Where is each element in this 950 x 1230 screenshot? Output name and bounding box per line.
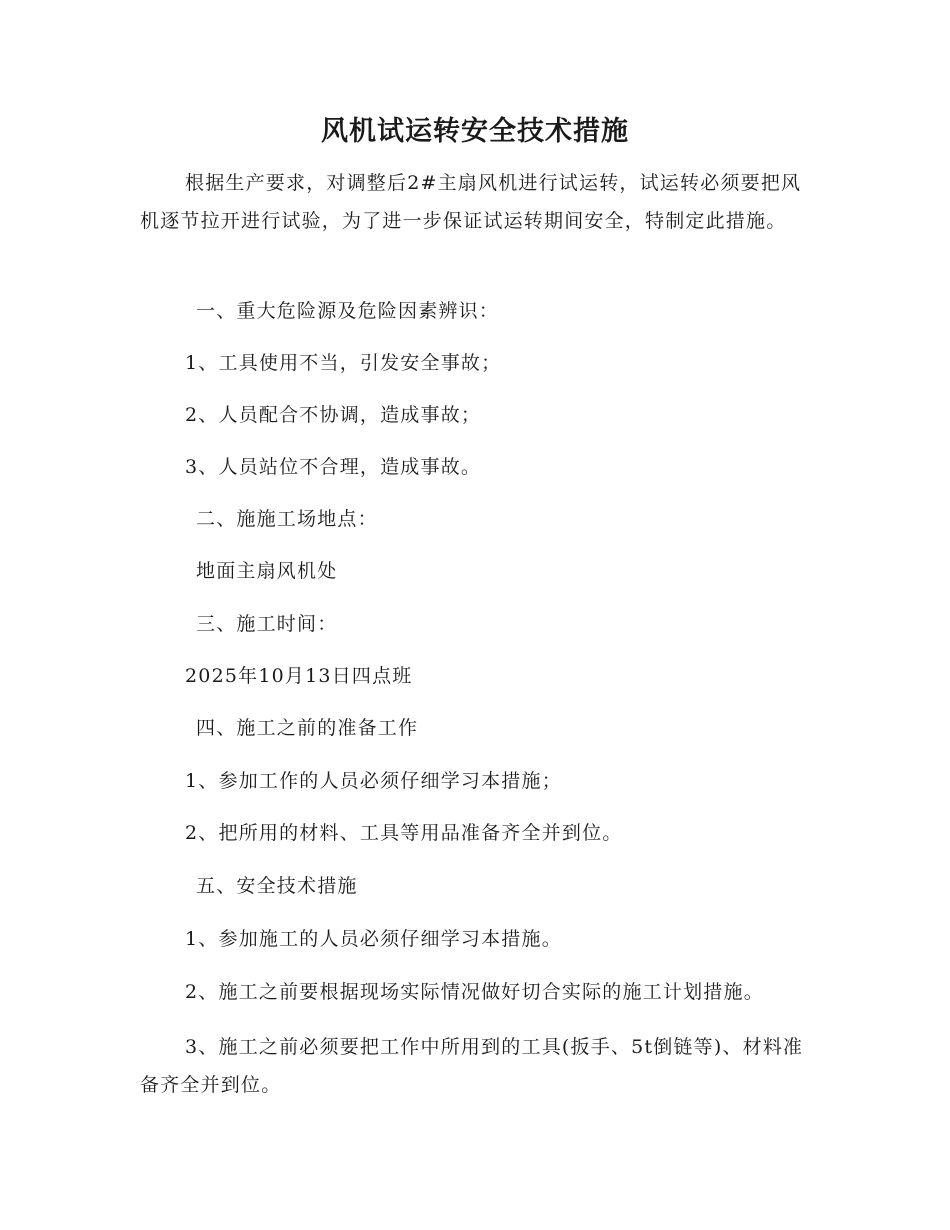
section-5-item-2: 2、施工之前要根据现场实际情况做好切合实际的施工计划措施。 [185,981,764,1003]
section-4-item-2: 2、把所用的材料、工具等用品准备齐全并到位。 [185,822,623,844]
section-1-item-1: 1、工具使用不当，引发安全事故； [185,352,502,374]
section-1-item-2: 2、人员配合不协调，造成事故； [185,404,482,426]
section-1-heading: 一、重大危险源及危险因素辨识： [196,300,500,322]
section-2-text: 地面主扇风机处 [196,560,338,582]
section-2-heading: 二、施施工场地点： [196,508,378,530]
section-3-heading: 三、施工时间： [196,613,338,635]
section-3-text: 2025年10月13日四点班 [185,665,413,687]
section-4-heading: 四、施工之前的准备工作 [196,717,419,739]
section-5-item-1: 1、参加施工的人员必须仔细学习本措施。 [185,928,562,950]
section-4-item-1: 1、参加工作的人员必须仔细学习本措施； [185,770,562,792]
section-5-heading: 五、安全技术措施 [196,875,358,897]
document-title: 风机试运转安全技术措施 [321,116,629,147]
section-5-item-3: 3、施工之前必须要把工作中所用到的工具(扳手、5t倒链等)、材料准备齐全并到位。 [140,1036,804,1096]
intro-paragraph: 根据生产要求，对调整后2#主扇风机进行试运转，试运转必须要把风机逐节拉开进行试验，为了进一步保证试运转期间安全，特制定此措施。 [140,172,802,232]
section-1-item-3: 3、人员站位不合理，造成事故。 [185,456,482,478]
